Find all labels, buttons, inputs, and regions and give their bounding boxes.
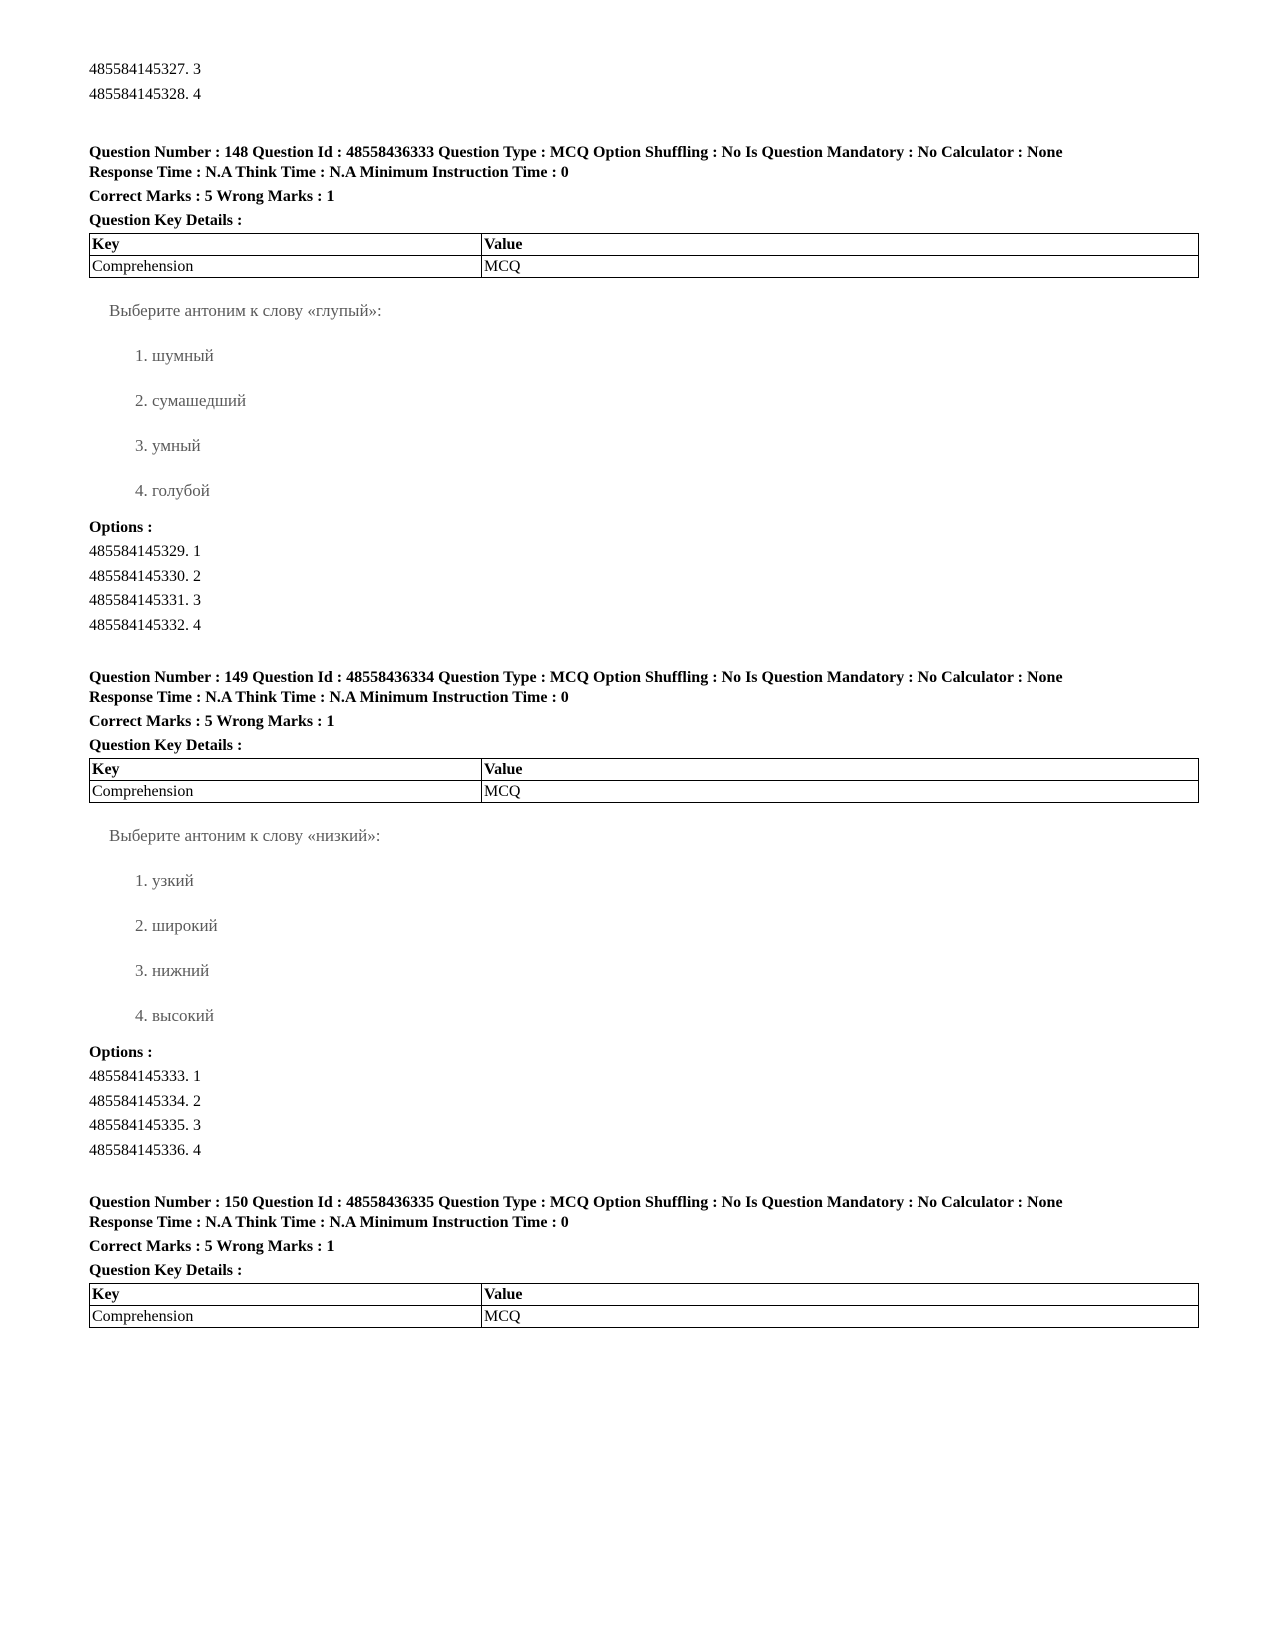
answer-choice: 3. нижний <box>135 961 210 980</box>
question-header-line1: Question Number : 148 Question Id : 48558436333 Question Type : MCQ Option Shuffling : No Is Question Mandatory : No Calculator : None <box>89 144 1063 161</box>
answer-choice: 4. высокий <box>135 1006 214 1025</box>
value-header-cell: Value <box>482 1284 1199 1306</box>
answer-choice: 1. шумный <box>135 346 214 365</box>
key-header-cell: Key <box>90 1284 482 1306</box>
options-list <box>89 540 1199 638</box>
answer-choice: 2. сумашедший <box>135 391 247 410</box>
key-cell: Comprehension <box>90 781 482 803</box>
key-table-header-row <box>90 759 1199 781</box>
question-header-line2: Response Time : N.A Think Time : N.A Minimum Instruction Time : 0 <box>89 1214 569 1231</box>
question-prompt: Выберите антоним к слову «глупый»: <box>109 301 382 320</box>
key-cell: Comprehension <box>90 1306 482 1328</box>
question-marks: Correct Marks : 5 Wrong Marks : 1 <box>89 1238 335 1255</box>
answer-choice: 3. умный <box>135 436 201 455</box>
key-table-row <box>90 781 1199 803</box>
value-header-cell: Value <box>482 234 1199 256</box>
document-page <box>89 58 1199 1328</box>
question-header <box>89 1193 1199 1233</box>
key-header-cell: Key <box>90 234 482 256</box>
question-marks: Correct Marks : 5 Wrong Marks : 1 <box>89 188 335 205</box>
question-key-details-label: Question Key Details : <box>89 1262 243 1279</box>
key-table-header-row <box>90 234 1199 256</box>
key-header-cell: Key <box>90 759 482 781</box>
answer-choice: 1. узкий <box>135 871 194 890</box>
question-key-table <box>89 233 1199 278</box>
value-header-cell: Value <box>482 759 1199 781</box>
option-line: 485584145331. 3 <box>89 592 201 609</box>
value-cell: MCQ <box>482 256 1199 278</box>
answer-choice: 4. голубой <box>135 481 210 500</box>
question-block-149 <box>89 668 1199 1163</box>
question-key-table <box>89 758 1199 803</box>
option-line: 485584145335. 3 <box>89 1117 201 1134</box>
question-header-line2: Response Time : N.A Think Time : N.A Minimum Instruction Time : 0 <box>89 689 569 706</box>
option-line: 485584145333. 1 <box>89 1068 201 1085</box>
options-label: Options : <box>89 1044 153 1061</box>
option-line: 485584145330. 2 <box>89 567 201 585</box>
question-key-table <box>89 1283 1199 1328</box>
option-line: 485584145329. 1 <box>89 543 201 560</box>
question-key-details-label: Question Key Details : <box>89 737 243 754</box>
question-block-148 <box>89 143 1199 638</box>
question-header <box>89 143 1199 183</box>
option-line: 485584145334. 2 <box>89 1092 201 1110</box>
value-cell: MCQ <box>482 1306 1199 1328</box>
options-label: Options : <box>89 519 153 536</box>
option-line: 485584145327. 3 <box>89 61 201 78</box>
question-image <box>109 296 1199 506</box>
question-marks: Correct Marks : 5 Wrong Marks : 1 <box>89 713 335 730</box>
option-line: 485584145336. 4 <box>89 1141 201 1159</box>
key-cell: Comprehension <box>90 256 482 278</box>
options-list <box>89 1065 1199 1163</box>
previous-question-options <box>89 58 1199 107</box>
key-table-row <box>90 1306 1199 1328</box>
value-cell: MCQ <box>482 781 1199 803</box>
question-prompt: Выберите антоним к слову «низкий»: <box>109 826 381 845</box>
question-image <box>109 821 1199 1031</box>
answer-choice: 2. широкий <box>135 916 218 935</box>
question-header <box>89 668 1199 708</box>
question-block-150 <box>89 1193 1199 1328</box>
key-table-header-row <box>90 1284 1199 1306</box>
question-header-line1: Question Number : 149 Question Id : 48558436334 Question Type : MCQ Option Shuffling : No Is Question Mandatory : No Calculator : None <box>89 669 1063 686</box>
question-header-line2: Response Time : N.A Think Time : N.A Minimum Instruction Time : 0 <box>89 164 569 181</box>
option-line: 485584145328. 4 <box>89 85 201 103</box>
key-table-row <box>90 256 1199 278</box>
question-header-line1: Question Number : 150 Question Id : 48558436335 Question Type : MCQ Option Shuffling : No Is Question Mandatory : No Calculator : None <box>89 1194 1063 1211</box>
question-key-details-label: Question Key Details : <box>89 212 243 229</box>
option-line: 485584145332. 4 <box>89 616 201 634</box>
